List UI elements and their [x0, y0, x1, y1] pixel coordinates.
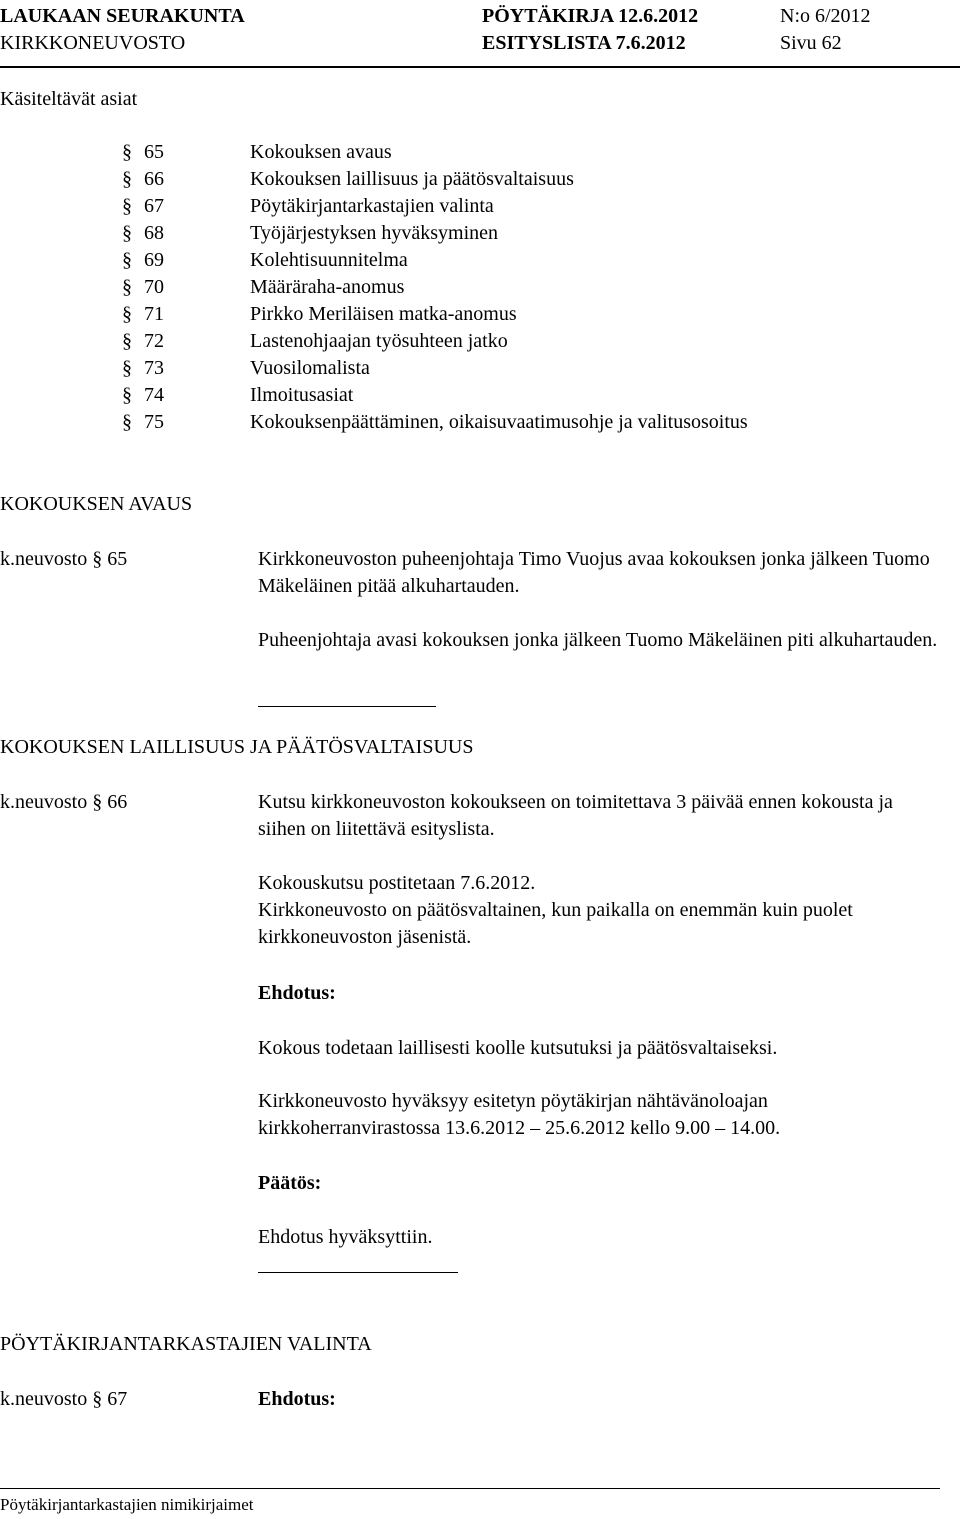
agenda-item-number: 71: [144, 303, 164, 325]
signature-line: [258, 706, 436, 707]
section-symbol: §: [122, 195, 132, 217]
section-paragraph: Puheenjohtaja avasi kokouksen jonka jälkeen Tuomo Mäkeläinen piti alkuhartauden.: [258, 629, 938, 651]
page-number: Sivu 62: [780, 32, 842, 54]
agenda-item-number: 74: [144, 384, 164, 406]
agenda-item-number: 66: [144, 168, 164, 190]
section-reference: k.neuvosto § 66: [0, 791, 128, 813]
agenda-item-number: 68: [144, 222, 164, 244]
section-symbol: §: [122, 303, 132, 325]
header-divider: [0, 66, 960, 68]
agenda-title: Käsiteltävät asiat: [0, 88, 138, 110]
document-number: N:o 6/2012: [780, 5, 871, 27]
agenda-item-number: 72: [144, 330, 164, 352]
section-reference: k.neuvosto § 67: [0, 1388, 128, 1410]
agenda-item-number: 69: [144, 249, 164, 271]
agenda-item-title: Kokouksenpäättäminen, oikaisuvaatimusohje ja valitusosoitus: [250, 411, 748, 433]
section-paragraph: Kutsu kirkkoneuvoston kokoukseen on toimitettava 3 päivää ennen kokousta ja siihen on liitettävä esityslista.: [258, 791, 893, 840]
agenda-item-title: Työjärjestyksen hyväksyminen: [250, 222, 498, 244]
decision-label: Päätös:: [258, 1172, 322, 1194]
agenda-item-number: 65: [144, 141, 164, 163]
agenda-item-title: Kolehtisuunnitelma: [250, 249, 408, 271]
proposal-label: Ehdotus:: [258, 982, 336, 1004]
section-heading: PÖYTÄKIRJANTARKASTAJIEN VALINTA: [0, 1333, 372, 1355]
section-paragraph: Kirkkoneuvosto hyväksyy esitetyn pöytäkirjan nähtävänoloajan kirkkoherranvirastossa 13.6.2012 – 25.6.2012 kello 9.00 – 14.00.: [258, 1090, 781, 1139]
body-name: KIRKKONEUVOSTO: [0, 32, 186, 54]
section-symbol: §: [122, 222, 132, 244]
section-symbol: §: [122, 276, 132, 298]
section-symbol: §: [122, 249, 132, 271]
section-heading: KOKOUKSEN AVAUS: [0, 493, 193, 515]
agenda-item-title: Pirkko Meriläisen matka-anomus: [250, 303, 517, 325]
decision-text: Ehdotus hyväksyttiin.: [258, 1226, 433, 1248]
section-paragraph: Kirkkoneuvosto on päätösvaltainen, kun paikalla on enemmän kuin puolet kirkkoneuvoston jäsenistä.: [258, 899, 853, 948]
section-heading: KOKOUKSEN LAILLISUUS JA PÄÄTÖSVALTAISUUS: [0, 736, 474, 758]
agenda-item-number: 70: [144, 276, 164, 298]
agenda-reference: ESITYSLISTA 7.6.2012: [482, 32, 686, 54]
agenda-item-title: Lastenohjaajan työsuhteen jatko: [250, 330, 508, 352]
signature-line: [258, 1272, 458, 1273]
agenda-item-title: Vuosilomalista: [250, 357, 370, 379]
section-symbol: §: [122, 411, 132, 433]
proposal-text: Kokous todetaan laillisesti koolle kutsutuksi ja päätösvaltaiseksi.: [258, 1037, 778, 1059]
agenda-item-number: 73: [144, 357, 164, 379]
footer-divider: [0, 1488, 940, 1489]
org-name: LAUKAAN SEURAKUNTA: [0, 5, 245, 27]
section-paragraph: Kirkkoneuvoston puheenjohtaja Timo Vuojus avaa kokouksen jonka jälkeen Tuomo Mäkeläinen pitää alkuhartauden.: [258, 548, 930, 597]
document-type: PÖYTÄKIRJA 12.6.2012: [482, 5, 699, 27]
agenda-item-title: Ilmoitusasiat: [250, 384, 354, 406]
agenda-item-title: Kokouksen laillisuus ja päätösvaltaisuus: [250, 168, 574, 190]
section-symbol: §: [122, 168, 132, 190]
section-symbol: §: [122, 384, 132, 406]
section-paragraph: Kokouskutsu postitetaan 7.6.2012.: [258, 872, 536, 894]
section-symbol: §: [122, 141, 132, 163]
agenda-item-number: 67: [144, 195, 164, 217]
agenda-item-title: Määräraha-anomus: [250, 276, 405, 298]
section-symbol: §: [122, 330, 132, 352]
proposal-label: Ehdotus:: [258, 1388, 336, 1410]
agenda-item-number: 75: [144, 411, 164, 433]
agenda-item-title: Pöytäkirjantarkastajien valinta: [250, 195, 494, 217]
footer-text: Pöytäkirjantarkastajien nimikirjaimet: [0, 1495, 254, 1514]
section-reference: k.neuvosto § 65: [0, 548, 128, 570]
section-symbol: §: [122, 357, 132, 379]
agenda-item-title: Kokouksen avaus: [250, 141, 392, 163]
